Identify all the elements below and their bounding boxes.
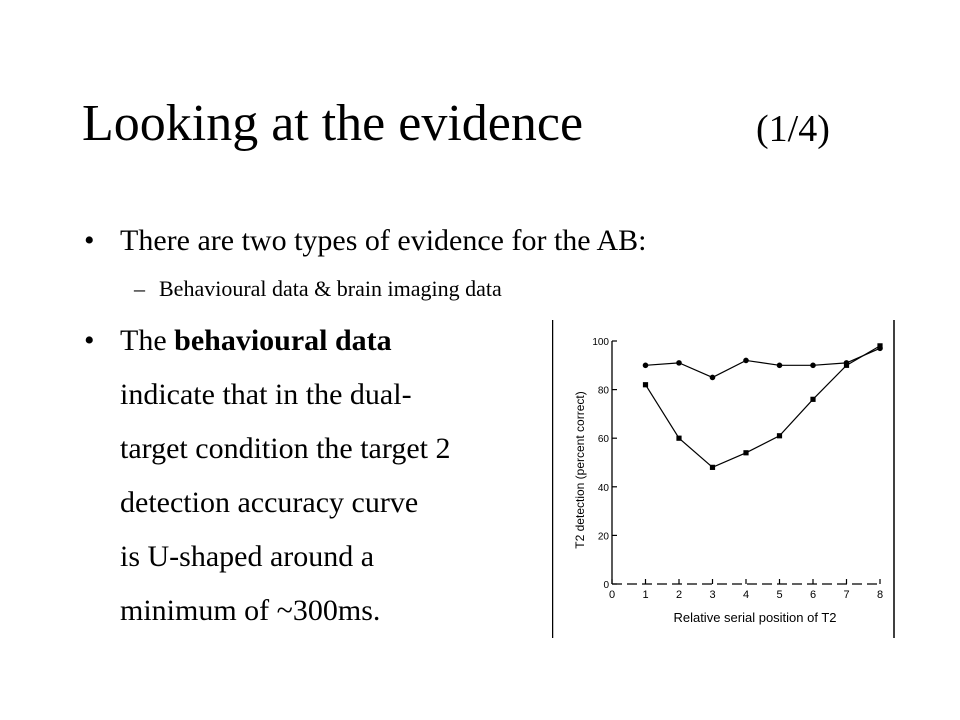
x-tick-label: 8 <box>876 589 884 601</box>
body-line-3: detection accuracy curve <box>120 486 419 519</box>
point-squares <box>810 397 815 402</box>
y-tick-label: 0 <box>603 580 609 591</box>
x-tick-label: 2 <box>675 589 683 601</box>
sub-bullet-dash: – <box>134 276 145 301</box>
slide-title <box>82 95 830 152</box>
x-axis-label: Relative serial position of T2 <box>673 610 837 625</box>
point-squares <box>676 436 681 441</box>
x-tick-label: 1 <box>642 589 649 601</box>
y-tick-label: 20 <box>597 531 609 543</box>
point-circles <box>743 358 749 364</box>
bullet-dot: • <box>84 324 95 357</box>
y-tick-label: 100 <box>592 337 609 348</box>
point-squares <box>743 450 748 455</box>
x-tick-label: 3 <box>709 589 716 601</box>
body-line-1: indicate that in the dual- <box>120 378 412 411</box>
x-tick-label: 0 <box>608 589 616 601</box>
bullet-1-text: There are two types of evidence for the AB: <box>120 224 647 257</box>
point-squares <box>643 382 648 387</box>
x-tick-label: 7 <box>843 589 850 601</box>
point-squares <box>844 363 849 368</box>
t2-detection-chart <box>552 320 904 638</box>
body-line-5: minimum of ~300ms. <box>120 594 381 627</box>
sub-bullet-1-text: Behavioural data & brain imaging data <box>159 276 502 301</box>
y-axis-label: T2 detection (percent correct) <box>573 391 587 549</box>
point-circles <box>676 360 682 366</box>
point-circles <box>777 363 783 369</box>
x-tick-label: 6 <box>809 589 817 601</box>
bullet-2-prefix: The <box>120 324 175 357</box>
x-tick-label: 4 <box>742 589 750 601</box>
bullet-2-bold: behavioural data <box>174 324 392 357</box>
y-tick-label: 80 <box>597 385 609 397</box>
point-squares <box>710 465 715 470</box>
bullet-2-text <box>120 324 392 358</box>
bullet-dot: • <box>84 224 95 257</box>
point-squares <box>877 343 882 348</box>
point-squares <box>777 433 782 438</box>
title-text: Looking at the evidence <box>82 95 584 152</box>
y-tick-label: 60 <box>597 434 609 446</box>
point-circles <box>643 363 649 369</box>
title-number: (1/4) <box>756 108 830 150</box>
point-circles <box>810 363 816 369</box>
point-circles <box>710 375 716 381</box>
body-line-2: target condition the target 2 <box>120 432 451 465</box>
y-tick-label: 40 <box>597 482 609 494</box>
body-line-4: is U-shaped around a <box>120 540 375 573</box>
x-tick-label: 5 <box>776 589 783 601</box>
